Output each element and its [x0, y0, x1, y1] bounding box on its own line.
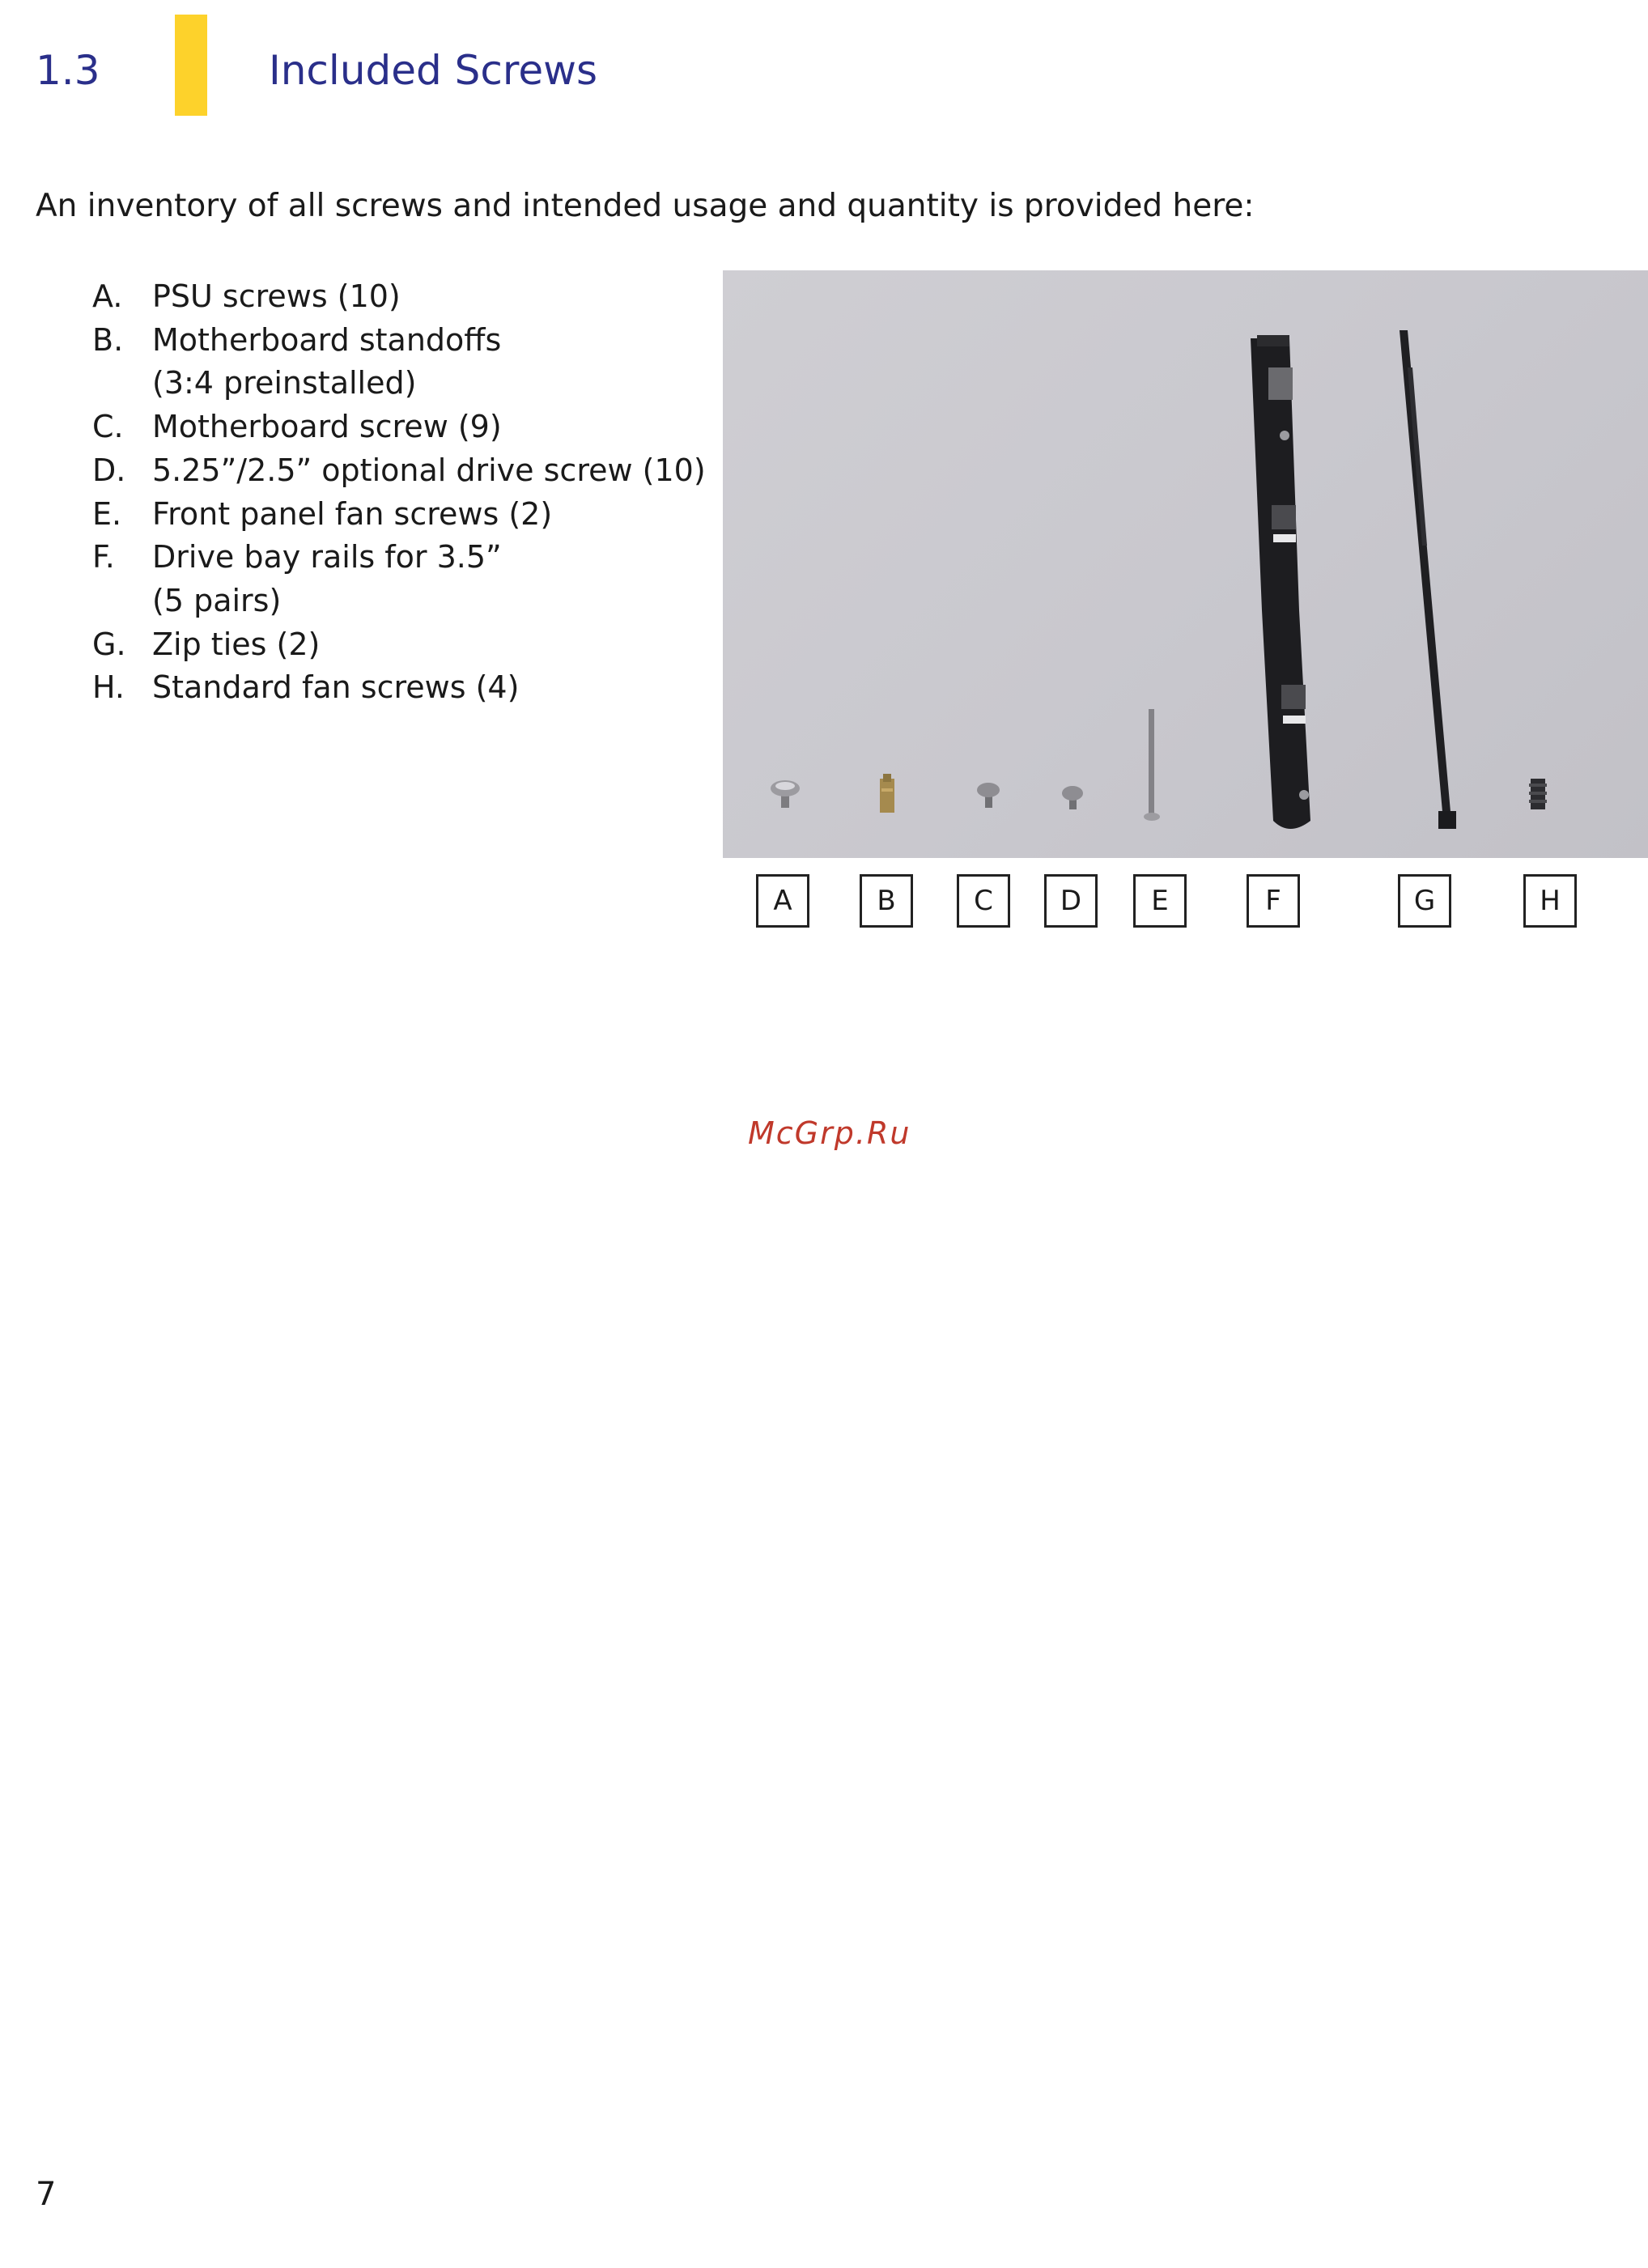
zip-tie-image	[1400, 330, 1456, 829]
label-box-g: G	[1398, 874, 1451, 928]
watermark: McGrp.Ru	[748, 1115, 911, 1151]
item-letter: D.	[92, 452, 126, 488]
list-item	[92, 666, 724, 710]
drive-screw-image	[1062, 786, 1083, 809]
item-letter: E.	[92, 495, 122, 532]
item-letter: F.	[92, 539, 115, 575]
item-text: Zip ties (2)	[152, 626, 321, 662]
list-item	[92, 275, 724, 319]
item-text: Motherboard screw (9)	[152, 409, 502, 445]
label-box-c: C	[957, 874, 1010, 928]
list-item	[92, 493, 724, 537]
label-box-e: E	[1133, 874, 1187, 928]
item-letter: G.	[92, 626, 126, 662]
label-box-d: D	[1044, 874, 1098, 928]
fan-screw-image	[1529, 779, 1547, 809]
section-title: Included Screws	[269, 47, 598, 94]
item-text: Motherboard standoffs (3:4 preinstalled)	[152, 321, 502, 401]
item-text: Standard fan screws (4)	[152, 669, 520, 706]
item-letter: B.	[92, 321, 124, 358]
label-box-a: A	[756, 874, 809, 928]
motherboard-screw-image	[977, 783, 1000, 808]
label-box-b: B	[860, 874, 913, 928]
inventory-list	[92, 275, 724, 710]
list-item	[92, 623, 724, 667]
standoff-image	[880, 774, 894, 813]
item-text: 5.25”/2.5” optional drive screw (10)	[152, 452, 706, 488]
label-box-h: H	[1523, 874, 1577, 928]
intro-text: An inventory of all screws and intended usage and quantity is provided here:	[36, 188, 1255, 224]
page-number: 7	[36, 2176, 57, 2213]
screws-photo	[723, 270, 1648, 858]
accent-bar	[175, 15, 207, 116]
item-text: PSU screws (10)	[152, 278, 401, 314]
item-text: Drive bay rails for 3.5” (5 pairs)	[152, 539, 502, 618]
label-box-f: F	[1247, 874, 1300, 928]
list-item	[92, 319, 724, 406]
drive-rail-image	[1251, 335, 1310, 829]
section-number: 1.3	[36, 47, 100, 94]
front-fan-screw-image	[1144, 709, 1160, 821]
list-item	[92, 536, 724, 622]
list-item	[92, 449, 724, 493]
item-letter: A.	[92, 278, 123, 314]
item-letter: H.	[92, 669, 125, 706]
list-item	[92, 406, 724, 449]
item-text: Front panel fan screws (2)	[152, 495, 553, 532]
psu-screw-image	[771, 780, 800, 808]
item-letter: C.	[92, 409, 124, 445]
